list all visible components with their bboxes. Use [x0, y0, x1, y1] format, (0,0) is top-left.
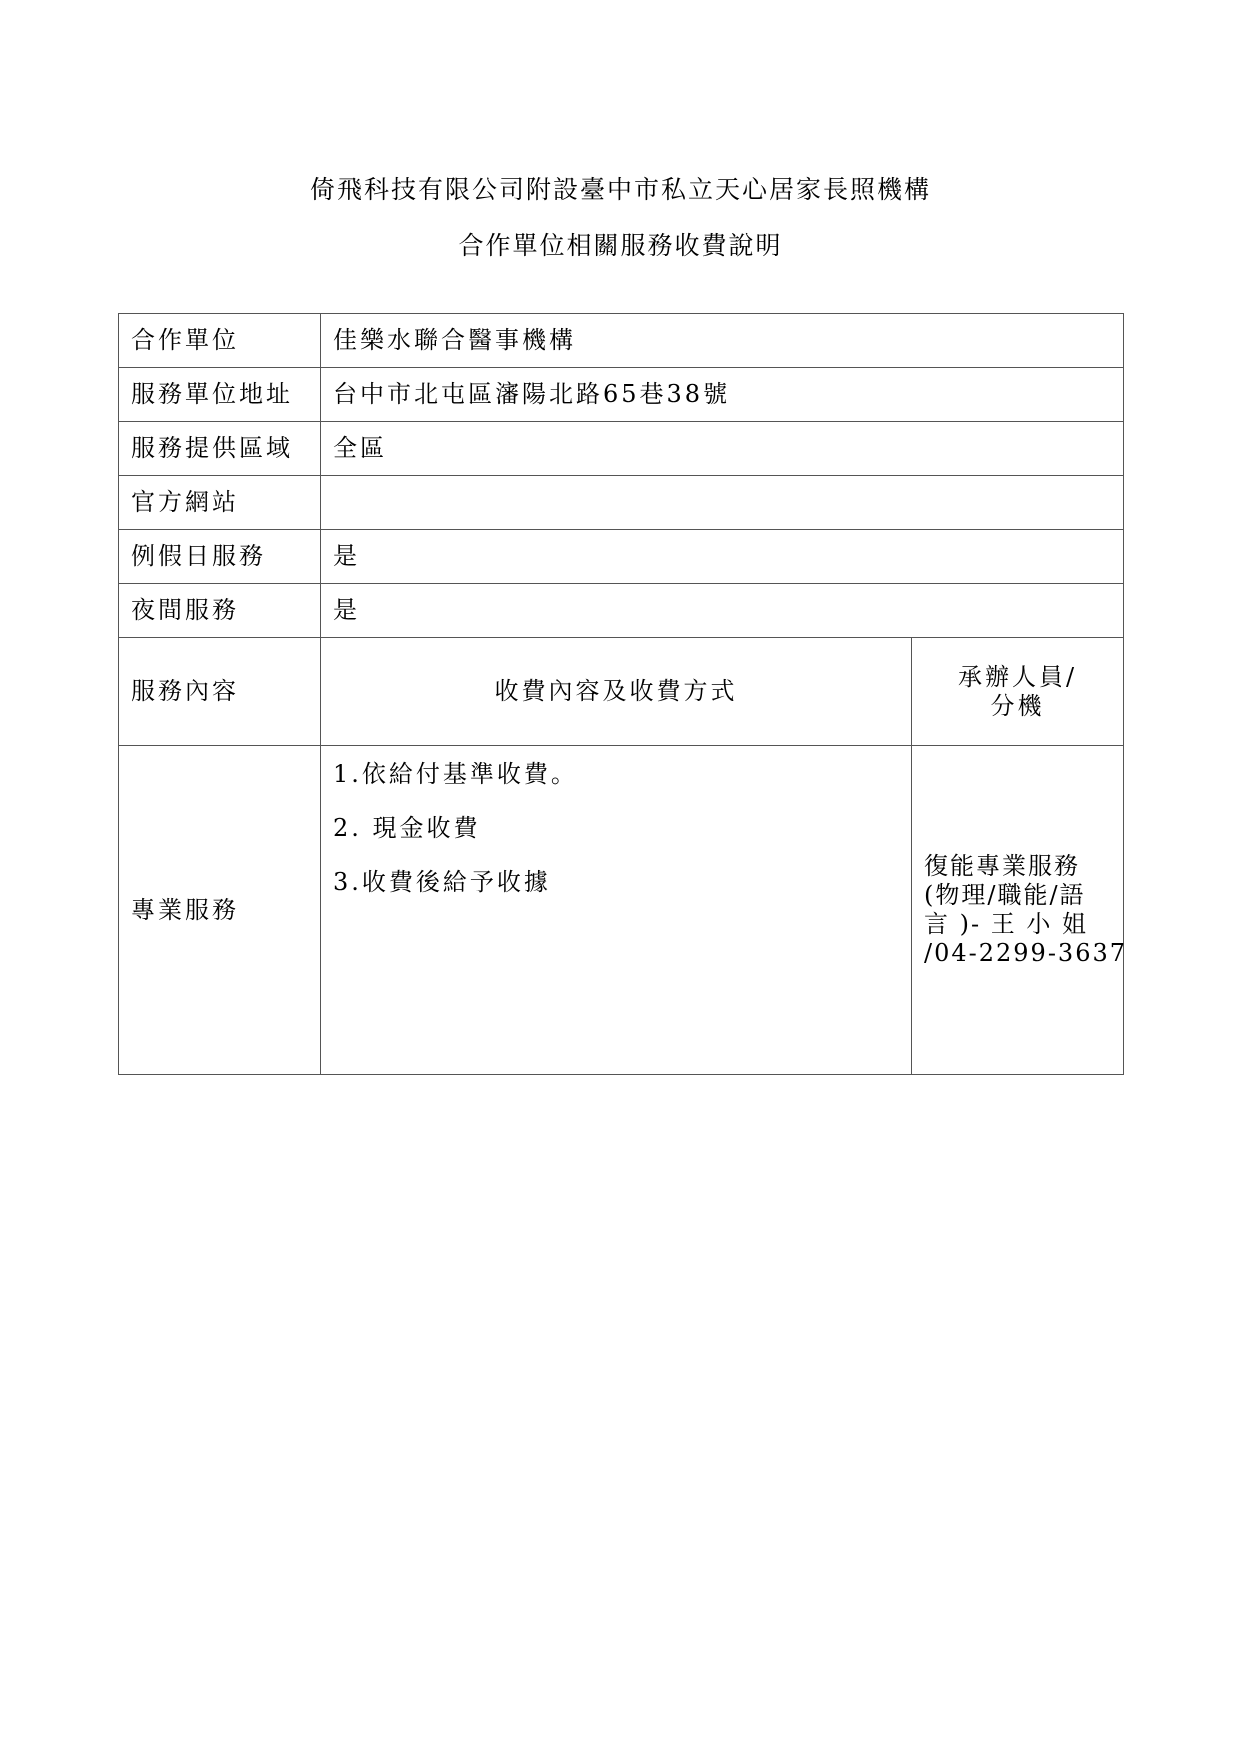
row-holiday-service: [119, 530, 1124, 584]
contact-line: /04-2299-3637: [924, 938, 1127, 967]
value-holiday-service: 是: [321, 530, 1124, 584]
fee-item: 3.收費後給予收據: [333, 868, 551, 896]
contact-line: 復能專業服務: [924, 852, 1080, 881]
header-contact-line2: 分機: [990, 691, 1045, 720]
document-title: 合作單位相關服務收費說明: [458, 231, 783, 260]
header-contact: [912, 638, 1124, 746]
row-service-area: [119, 422, 1124, 476]
value-service-area: 全區: [321, 422, 1124, 476]
label-service-area: 服務提供區域: [119, 422, 321, 476]
row-night-service: [119, 584, 1124, 638]
contact-line: 言 )- 王 小 姐: [924, 910, 1088, 938]
label-night-service: 夜間服務: [119, 584, 321, 638]
row-service-header: [119, 638, 1124, 746]
contact-line: (物理/職能/語: [924, 881, 1086, 910]
label-service-address: 服務單位地址: [119, 368, 321, 422]
fee-item: 1.依給付基準收費。: [333, 760, 578, 788]
service-name: 專業服務: [119, 746, 321, 1075]
value-official-website: [321, 476, 1124, 530]
value-service-address: 台中市北屯區瀋陽北路65巷38號: [321, 368, 1124, 422]
contact-details: [912, 746, 1127, 1075]
service-info-table: [118, 313, 1127, 1075]
label-holiday-service: 例假日服務: [119, 530, 321, 584]
row-professional-service: [119, 746, 1124, 1075]
fee-details: [321, 746, 912, 1075]
header-service-content: 服務內容: [119, 638, 321, 746]
row-official-website: [119, 476, 1124, 530]
value-night-service: 是: [321, 584, 1124, 638]
header-fee-method: 收費內容及收費方式: [321, 638, 912, 746]
header-contact-line1: 承辦人員/: [957, 662, 1078, 691]
organization-title: 倚飛科技有限公司附設臺中市私立天心居家長照機構: [309, 175, 931, 204]
label-official-website: 官方網站: [119, 476, 321, 530]
row-partner-unit: [119, 314, 1124, 368]
label-partner-unit: 合作單位: [119, 314, 321, 368]
value-partner-unit: 佳樂水聯合醫事機構: [321, 314, 1124, 368]
fee-item: 2. 現金收費: [333, 814, 481, 842]
row-service-address: [119, 368, 1124, 422]
